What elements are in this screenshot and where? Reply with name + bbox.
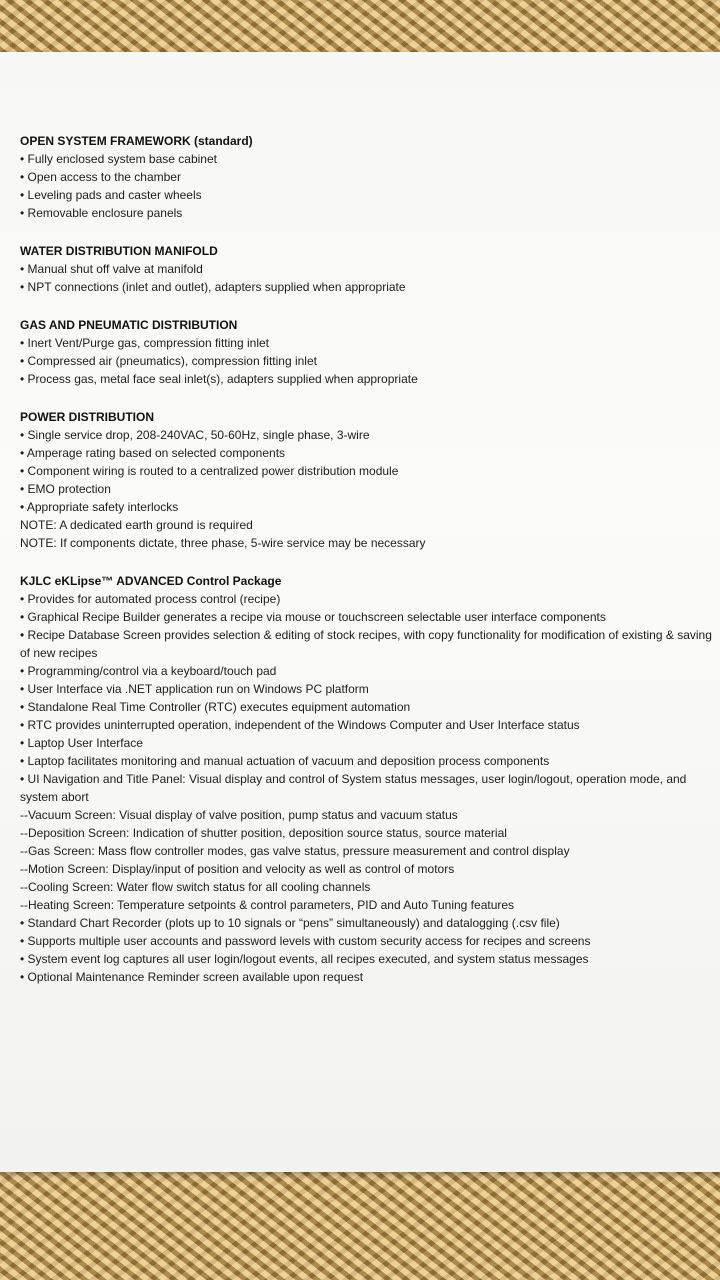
spec-section (20, 572, 716, 986)
section-heading: WATER DISTRIBUTION MANIFOLD (20, 244, 218, 258)
list-item: • Optional Maintenance Reminder screen available upon request (20, 970, 364, 984)
document-content (20, 132, 716, 1006)
list-item: • Recipe Database Screen provides selection & editing of stock recipes, with copy functionality for modification of existing & saving of new recipes (20, 628, 712, 660)
list-item: NOTE: If components dictate, three phase, 5-wire service may be necessary (20, 536, 426, 550)
spec-section (20, 408, 716, 552)
section-heading: POWER DISTRIBUTION (20, 410, 154, 424)
list-item: • Laptop User Interface (20, 736, 143, 750)
list-item: • Amperage rating based on selected components (20, 446, 286, 460)
list-item: • NPT connections (inlet and outlet), adapters supplied when appropriate (20, 280, 406, 294)
list-item: • User Interface via .NET application run on Windows PC platform (20, 682, 369, 696)
list-item: • EMO protection (20, 482, 111, 496)
list-item: • RTC provides uninterrupted operation, independent of the Windows Computer and User Interface status (20, 718, 580, 732)
list-item: • Inert Vent/Purge gas, compression fitting inlet (20, 336, 269, 350)
section-heading: KJLC eKLipse™ ADVANCED Control Package (20, 574, 282, 588)
spec-section (20, 242, 716, 296)
list-item: --Deposition Screen: Indication of shutter position, deposition source status, source material (20, 826, 507, 840)
document-page (0, 52, 720, 1172)
list-item: • Laptop facilitates monitoring and manual actuation of vacuum and deposition process components (20, 754, 550, 768)
spec-section (20, 132, 716, 222)
list-item: --Cooling Screen: Water flow switch status for all cooling channels (20, 880, 371, 894)
list-item: • System event log captures all user login/logout events, all recipes executed, and system status messages (20, 952, 589, 966)
list-item: • Open access to the chamber (20, 170, 181, 184)
list-item: • Appropriate safety interlocks (20, 500, 179, 514)
section-heading: OPEN SYSTEM FRAMEWORK (standard) (20, 134, 253, 148)
list-item: • Provides for automated process control (recipe) (20, 592, 281, 606)
list-item: • Single service drop, 208-240VAC, 50-60Hz, single phase, 3-wire (20, 428, 370, 442)
background-mat-top (0, 0, 720, 60)
list-item: • UI Navigation and Title Panel: Visual display and control of System status messages, user login/logout, operation mode, and system abort (20, 772, 687, 804)
spec-section (20, 316, 716, 388)
list-item: • Manual shut off valve at manifold (20, 262, 203, 276)
list-item: • Compressed air (pneumatics), compression fitting inlet (20, 354, 317, 368)
list-item: • Standard Chart Recorder (plots up to 10 signals or “pens” simultaneously) and datalogging (.csv file) (20, 916, 560, 930)
list-item: • Standalone Real Time Controller (RTC) executes equipment automation (20, 700, 411, 714)
list-item: • Removable enclosure panels (20, 206, 183, 220)
list-item: NOTE: A dedicated earth ground is required (20, 518, 253, 532)
list-item: --Vacuum Screen: Visual display of valve position, pump status and vacuum status (20, 808, 458, 822)
list-item: • Leveling pads and caster wheels (20, 188, 202, 202)
list-item: --Gas Screen: Mass flow controller modes, gas valve status, pressure measurement and control display (20, 844, 570, 858)
list-item: • Fully enclosed system base cabinet (20, 152, 217, 166)
list-item: • Component wiring is routed to a centralized power distribution module (20, 464, 399, 478)
list-item: • Supports multiple user accounts and password levels with custom security access for recipes and screens (20, 934, 591, 948)
background-mat-bottom (0, 1168, 720, 1280)
list-item: --Motion Screen: Display/input of position and velocity as well as control of motors (20, 862, 455, 876)
list-item: • Process gas, metal face seal inlet(s), adapters supplied when appropriate (20, 372, 418, 386)
section-heading: GAS AND PNEUMATIC DISTRIBUTION (20, 318, 238, 332)
list-item: • Graphical Recipe Builder generates a recipe via mouse or touchscreen selectable user interface components (20, 610, 606, 624)
list-item: --Heating Screen: Temperature setpoints & control parameters, PID and Auto Tuning features (20, 898, 515, 912)
list-item: • Programming/control via a keyboard/touch pad (20, 664, 277, 678)
